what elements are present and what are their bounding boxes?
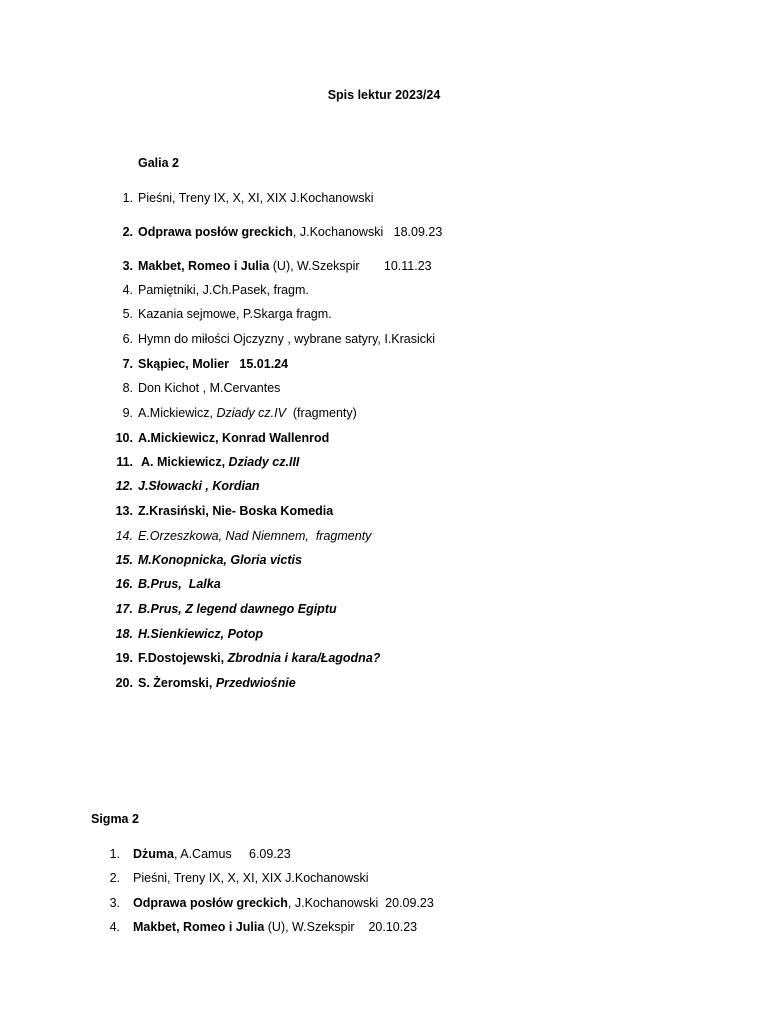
list-item-text-run: Dziady cz.IV [216, 406, 286, 420]
list-item-text-run: Skąpiec, Molier 15.01.24 [138, 357, 289, 371]
list-item-text-run: Makbet, Romeo i Julia [133, 920, 265, 934]
list-item-number: 9. [122, 406, 133, 420]
list-item-text [138, 650, 380, 666]
list-item-number: 7. [122, 357, 133, 371]
list-item-number: 15. [115, 553, 133, 567]
document-title: Spis lektur 2023/24 [327, 88, 441, 102]
list-item-text-run: Przedwiośnie [215, 676, 296, 690]
list-item-text-run: , A.Camus 6.09.23 [173, 847, 291, 861]
list-item-number: 16. [115, 577, 133, 591]
list-item-text [138, 405, 357, 421]
list-item-number: 1. [109, 847, 120, 861]
list-item-text [138, 454, 299, 470]
list-item-text-run: Kordian [212, 479, 260, 493]
list-item-number: 3. [109, 896, 120, 910]
list-item-text-run: Z.Krasiński, Nie- Boska Komedia [138, 504, 334, 518]
list-item-number: 8. [122, 381, 133, 395]
list-item-number: 2. [109, 871, 120, 885]
list-item-text [138, 356, 288, 372]
list-item-text [133, 895, 434, 911]
list-item-text [133, 870, 369, 886]
list-item-text [138, 258, 432, 274]
list-item-text [133, 846, 291, 862]
list-item-text-run: Pamiętniki, J.Ch.Pasek, fragm. [138, 283, 309, 297]
list-item-number: 3. [122, 259, 133, 273]
list-item-text [138, 626, 263, 642]
list-item-text-run: Don Kichot , M.Cervantes [138, 381, 281, 395]
list-item-number: 5. [122, 307, 133, 321]
list-item-text [138, 190, 374, 206]
list-item-text [138, 503, 333, 519]
list-item-number: 11. [116, 455, 133, 469]
list-item-text [138, 552, 302, 568]
list-item-text-run: (U), W.Szekspir 10.11.23 [269, 259, 432, 273]
list-item-text-run: J.Słowacki , [138, 479, 213, 493]
list-item-number: 12. [115, 479, 133, 493]
list-item-text-run: A.Mickiewicz, Konrad Wallenrod [138, 431, 330, 445]
list-item-text [138, 601, 337, 617]
list-item-text-run: Kazania sejmowe, P.Skarga fragm. [138, 307, 332, 321]
list-item-text [138, 224, 442, 240]
list-item-text [138, 331, 435, 347]
list-item-number: 4. [109, 920, 120, 934]
list-item-number: 2. [122, 225, 133, 239]
list-item-number: 13. [115, 504, 133, 518]
list-item-text-run: (fragmenty) [285, 406, 357, 420]
list-item-number: 6. [122, 332, 133, 346]
list-item-text-run: Odprawa posłów greckich [138, 225, 293, 239]
list-item-text [138, 675, 296, 691]
list-item-text-run: F.Dostojewski, [138, 651, 228, 665]
list-item-number: 14. [115, 529, 133, 543]
list-item-text-run: H.Sienkiewicz, Potop [138, 627, 264, 641]
list-item-text [138, 282, 309, 298]
list-item-text [133, 919, 417, 935]
list-item-number: 17. [115, 602, 133, 616]
list-item-text-run: Odprawa posłów greckich [133, 896, 288, 910]
list-item-text-run: S. Żeromski, [138, 676, 216, 690]
list-item-text [138, 380, 280, 396]
list-item-text [138, 478, 260, 494]
list-item-text-run: Makbet, Romeo i Julia [138, 259, 270, 273]
list-item-text-run: Dżuma [133, 847, 174, 861]
section-heading-sigma: Sigma 2 [91, 812, 139, 826]
list-item-text-run: B.Prus, Lalka [138, 577, 221, 591]
list-item-text [138, 576, 221, 592]
list-item-number: 4. [122, 283, 133, 297]
list-item-text-run: , J.Kochanowski 18.09.23 [292, 225, 443, 239]
list-item-text-run: , J.Kochanowski 20.09.23 [287, 896, 434, 910]
list-item-text-run: Zbrodnia i kara/Łagodna? [227, 651, 381, 665]
list-item-text-run: Pieśni, Treny IX, X, XI, XIX J.Kochanowski [138, 191, 374, 205]
list-item-number: 1. [122, 191, 133, 205]
list-item-text-run: Pieśni, Treny IX, X, XI, XIX J.Kochanowski [133, 871, 369, 885]
list-item-text-run: Hymn do miłości Ojczyzny , wybrane satyry, I.Krasicki [138, 332, 436, 346]
section-heading-galia: Galia 2 [138, 156, 179, 170]
list-item-text-run: E.Orzeszkowa, Nad Niemnem, fragmenty [138, 529, 372, 543]
list-item-number: 18. [115, 627, 133, 641]
list-item-text-run: (U), W.Szekspir 20.10.23 [264, 920, 418, 934]
list-item-text-run: B.Prus, Z legend dawnego Egiptu [138, 602, 337, 616]
list-item-text-run: A.Mickiewicz, [138, 406, 217, 420]
list-item-number: 10. [115, 431, 133, 445]
list-item-number: 19. [115, 651, 133, 665]
list-item-number: 20. [115, 676, 133, 690]
list-item-text [138, 430, 329, 446]
list-item-text-run: M.Konopnicka, Gloria victis [138, 553, 302, 567]
list-item-text [138, 306, 332, 322]
list-item-text-run: Dziady cz.III [228, 455, 300, 469]
list-item-text [138, 528, 371, 544]
list-item-text-run: A. Mickiewicz, [138, 455, 229, 469]
